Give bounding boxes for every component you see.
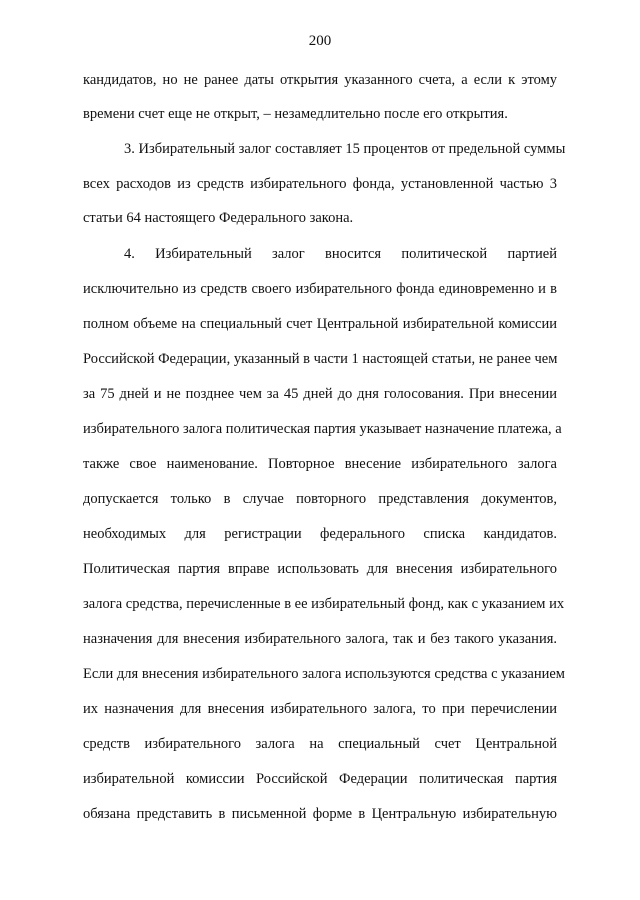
text-line: допускается только в случае повторного представления документов, (83, 491, 557, 507)
text-line: кандидатов, но не ранее даты открытия указанного счета, а если к этому (83, 72, 557, 88)
text-line: залога средства, перечисленные в ее избирательный фонд, как с указанием их (83, 596, 565, 612)
text-line: обязана представить в письменной форме в Центральную избирательную (83, 806, 557, 822)
text-line: 3. Избирательный залог составляет 15 процентов от предельной суммы (124, 141, 566, 157)
text-line: Если для внесения избирательного залога используются средства с указанием (83, 666, 565, 682)
text-line: избирательного залога политическая партия указывает назначение платежа, а (83, 421, 562, 437)
text-line: за 75 дней и не позднее чем за 45 дней до дня голосования. При внесении (83, 386, 557, 402)
text-line: средств избирательного залога на специальный счет Центральной (83, 736, 557, 752)
text-line: назначения для внесения избирательного залога, так и без такого указания. (83, 631, 557, 647)
text-line: всех расходов из средств избирательного фонда, установленной частью 3 (83, 176, 557, 192)
text-line: избирательной комиссии Российской Федерации политическая партия (83, 771, 557, 787)
text-line: их назначения для внесения избирательного залога, то при перечислении (83, 701, 557, 717)
text-line: статьи 64 настоящего Федерального закона. (83, 210, 354, 226)
text-line: Политическая партия вправе использовать для внесения избирательного (83, 561, 557, 577)
text-line: также свое наименование. Повторное внесение избирательного залога (83, 456, 557, 472)
text-line: полном объеме на специальный счет Центральной избирательной комиссии (83, 316, 557, 332)
page-number: 200 (308, 33, 332, 49)
text-line: исключительно из средств своего избирательного фонда единовременно и в (83, 281, 557, 297)
text-line: 4. Избирательный залог вносится политической партией (124, 246, 557, 262)
text-line: Российской Федерации, указанный в части 1 настоящей статьи, не ранее чем (83, 351, 558, 367)
text-line: необходимых для регистрации федерального списка кандидатов. (83, 526, 557, 542)
text-line: времени счет еще не открыт, – незамедлительно после его открытия. (83, 106, 508, 122)
